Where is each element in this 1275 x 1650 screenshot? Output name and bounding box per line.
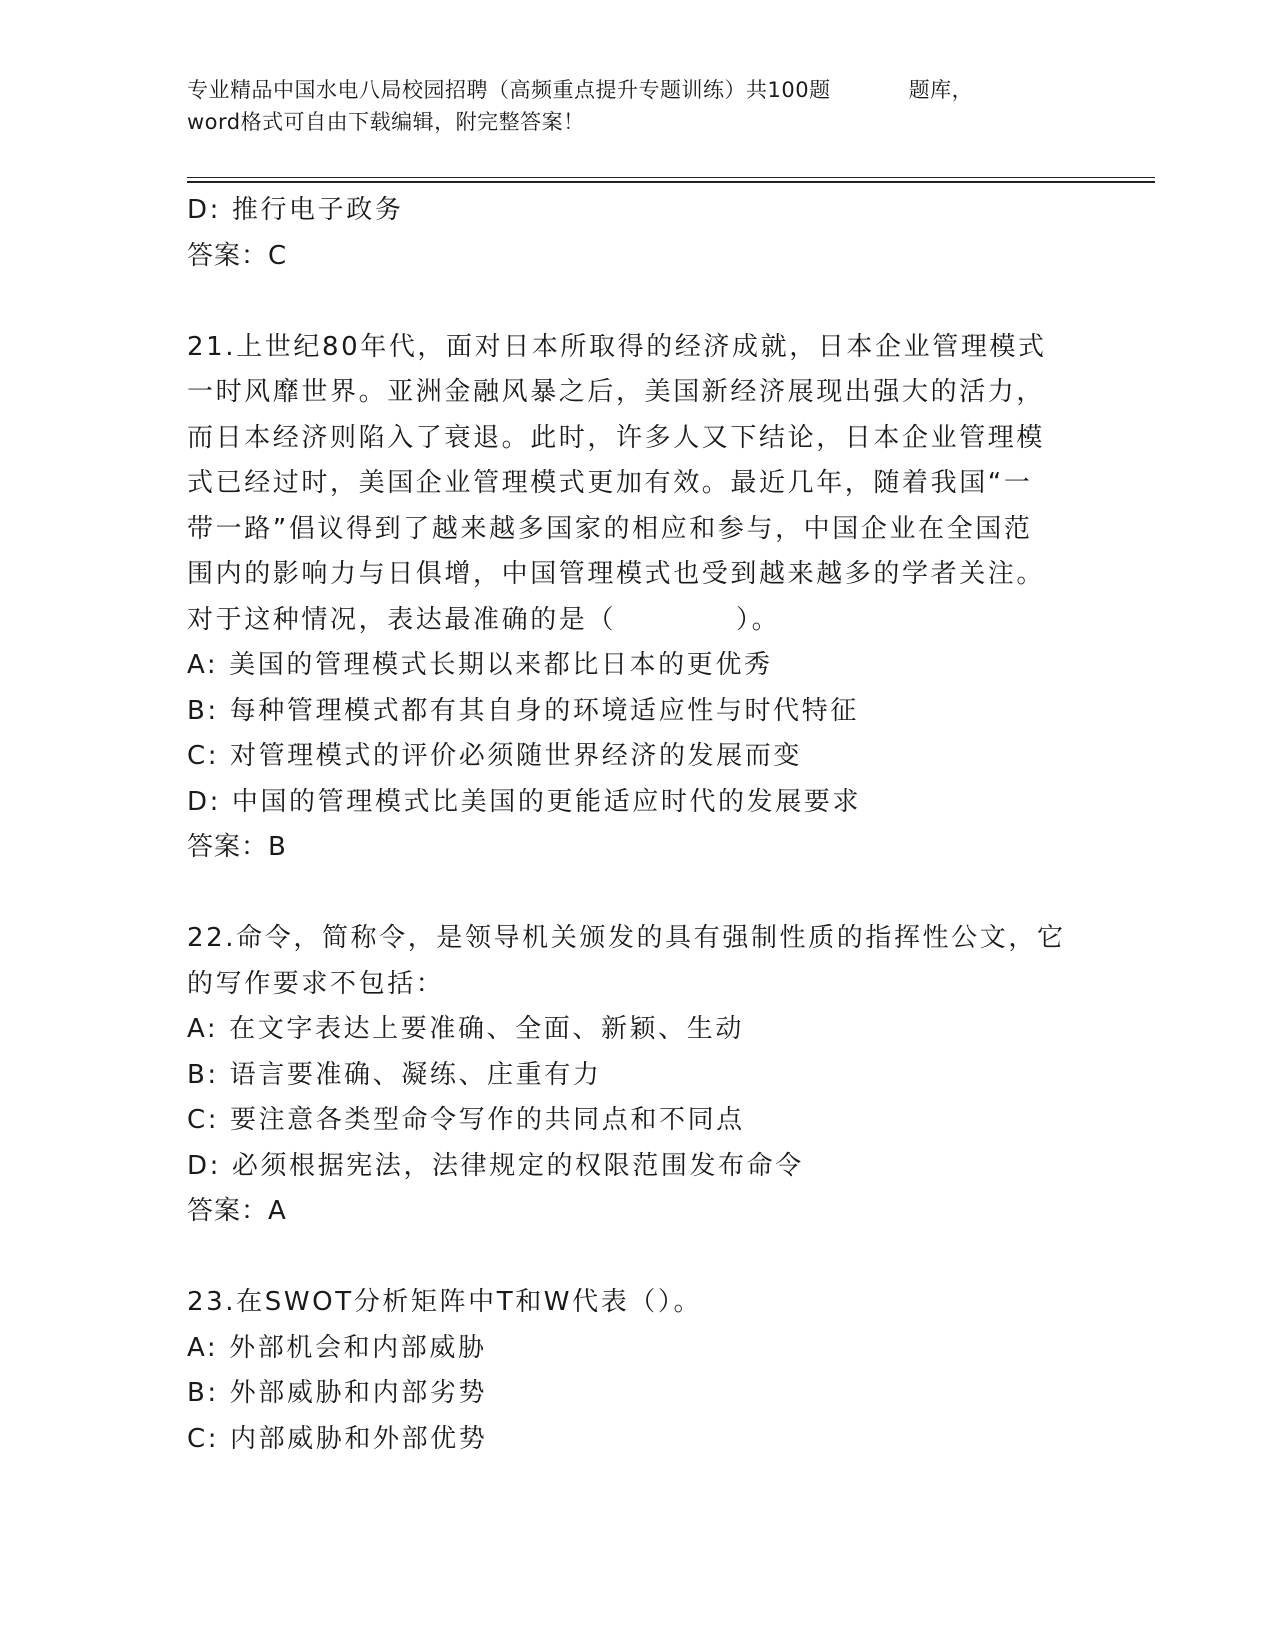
- q23-option-a: A: 外部机会和内部威胁: [187, 1332, 487, 1363]
- q21-option-c: C: 对管理模式的评价必须随世界经济的发展而变: [187, 741, 802, 771]
- q21-answer: 答案：B: [187, 832, 287, 862]
- spacer: [187, 871, 1087, 917]
- q22-option-b: B: 语言要准确、凝练、庄重有力: [187, 1059, 602, 1090]
- q23-option-b: B: 外部威胁和内部劣势: [187, 1378, 488, 1408]
- q21-stem-last-close: ）。: [736, 604, 781, 635]
- q22-option-a: A: 在文字表达上要准确、全面、新颖、生动: [187, 1014, 744, 1044]
- q21-stem-line: 带一路”倡议得到了越来越多国家的相应和参与，中国企业在全国范: [187, 513, 1033, 544]
- q23-option-c: C: 内部威胁和外部优势: [187, 1423, 488, 1454]
- q21-stem-line: 而日本经济则陷入了衰退。此时，许多人又下结论，日本企业管理模: [187, 422, 1046, 453]
- q20-option-d: D: 推行电子政务: [187, 195, 404, 225]
- q21-stem-last-line: [187, 598, 1087, 644]
- q22-answer: 答案：A: [187, 1196, 287, 1226]
- header-rule-thin: [187, 177, 1155, 178]
- q23-stem-line: 23.在SWOT分析矩阵中T和W代表（）。: [187, 1287, 703, 1317]
- q21-option-a: A: 美国的管理模式长期以来都比日本的更优秀: [187, 650, 773, 680]
- header-rule-thick: [187, 181, 1155, 183]
- header-line-2: word格式可自由下载编辑，附完整答案！: [187, 110, 585, 134]
- q21-option-d: D: 中国的管理模式比美国的更能适应时代的发展要求: [187, 786, 862, 817]
- q21-stem-line: 一时风靡世界。亚洲金融风暴之后，美国新经济展现出强大的活力，: [187, 377, 1046, 407]
- page-header: [187, 74, 1087, 138]
- spacer: [187, 279, 1087, 325]
- header-title-suffix: 题库，: [908, 78, 974, 102]
- q20-answer: 答案：C: [187, 240, 288, 271]
- q21-stem-line: 21.上世纪80年代，面对日本所取得的经济成就，日本企业管理模式: [187, 331, 1047, 362]
- q21-stem-last-text: 对于这种情况，表达最准确的是（: [187, 604, 617, 635]
- q22-option-d: D: 必须根据宪法，法律规定的权限范围发布命令: [187, 1150, 804, 1181]
- q21-option-b: B: 每种管理模式都有其自身的环境适应性与时代特征: [187, 695, 859, 726]
- q21-stem-line: 围内的影响力与日俱增，中国管理模式也受到越来越多的学者关注。: [187, 559, 1046, 589]
- spacer: [187, 1235, 1087, 1281]
- q22-stem-line: 的写作要求不包括：: [187, 968, 445, 999]
- question-content: [187, 188, 1087, 1462]
- q22-option-c: C: 要注意各类型命令写作的共同点和不同点: [187, 1105, 745, 1135]
- header-line-1: [187, 74, 1087, 106]
- q22-stem-line: 22.命令，简称令，是领导机关颁发的具有强制性质的指挥性公文，它: [187, 923, 1066, 953]
- q21-stem-line: 式已经过时，美国企业管理模式更加有效。最近几年，随着我国“一: [187, 468, 1033, 498]
- header-title: 专业精品中国水电八局校园招聘（高频重点提升专题训练）共100题: [187, 78, 831, 102]
